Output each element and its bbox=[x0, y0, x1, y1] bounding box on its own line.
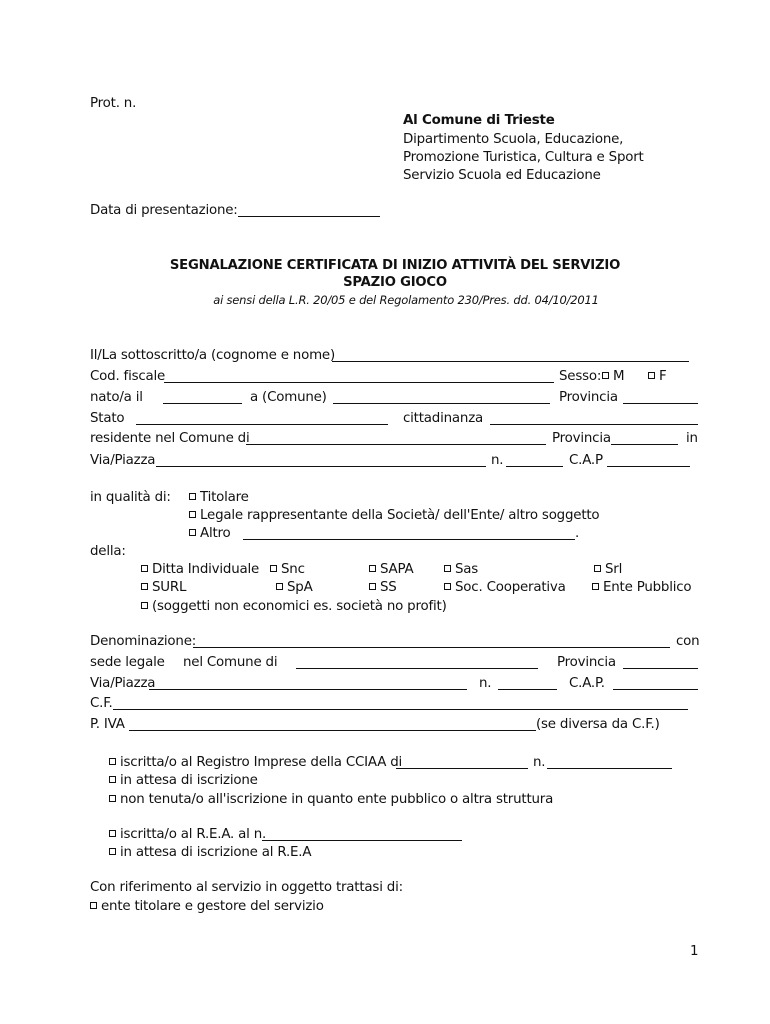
seat-city-field[interactable] bbox=[296, 668, 538, 669]
entity-ss-label: SS bbox=[380, 580, 397, 595]
role-other-label: Altro bbox=[200, 526, 231, 541]
role-owner-label: Titolare bbox=[200, 490, 249, 505]
entity-label: della: bbox=[90, 544, 126, 559]
entity-sapa-option[interactable] bbox=[369, 561, 414, 578]
role-other-dot: . bbox=[575, 526, 580, 541]
entity-public-option[interactable] bbox=[592, 579, 691, 596]
company-name-field[interactable] bbox=[193, 647, 670, 648]
checkbox-icon bbox=[141, 583, 148, 590]
entity-srl-label: Srl bbox=[605, 562, 623, 577]
entity-ditta-label: Ditta Individuale bbox=[152, 562, 260, 577]
checkbox-icon bbox=[270, 565, 277, 572]
checkbox-icon bbox=[109, 758, 116, 765]
entity-public-label: Ente Pubblico bbox=[603, 580, 692, 595]
state-field[interactable] bbox=[136, 424, 388, 425]
entity-ditta-option[interactable] bbox=[141, 561, 259, 578]
seat-label: sede legale bbox=[90, 655, 165, 670]
checkbox-icon bbox=[444, 583, 451, 590]
checkbox-icon bbox=[444, 565, 451, 572]
company-vat-note: (se diversa da C.F.) bbox=[536, 717, 660, 732]
company-cf-label: C.F. bbox=[90, 696, 113, 711]
company-number-field[interactable] bbox=[498, 689, 557, 690]
role-other-field[interactable] bbox=[243, 539, 575, 540]
street-field[interactable] bbox=[156, 466, 486, 467]
seat-province-field[interactable] bbox=[623, 668, 698, 669]
cap-field[interactable] bbox=[607, 466, 690, 467]
recipient: Al Comune di Trieste bbox=[403, 113, 555, 128]
birth-date-field[interactable] bbox=[163, 403, 242, 404]
entity-snc-label: Snc bbox=[281, 562, 305, 577]
sex-m-option[interactable] bbox=[602, 368, 624, 385]
checkbox-icon bbox=[189, 511, 196, 518]
company-vat-label: P. IVA bbox=[90, 717, 125, 732]
registry-cciaa-field[interactable] bbox=[396, 768, 528, 769]
company-con-label: con bbox=[676, 634, 700, 649]
company-number-label: n. bbox=[479, 676, 492, 691]
company-name-label: Denominazione: bbox=[90, 634, 197, 649]
resident-label: residente nel Comune di bbox=[90, 431, 250, 446]
registry-registered-label: iscritta/o al Registro Imprese della CCIAA di bbox=[120, 755, 403, 770]
company-cap-field[interactable] bbox=[613, 689, 698, 690]
sex-label: Sesso: bbox=[559, 369, 602, 384]
entity-nonprofit-label: (soggetti non economici es. società no profit) bbox=[152, 599, 447, 614]
entity-spa-label: SpA bbox=[287, 580, 313, 595]
number-field[interactable] bbox=[506, 466, 563, 467]
checkbox-icon bbox=[141, 565, 148, 572]
dept-line-3: Servizio Scuola ed Educazione bbox=[403, 168, 601, 183]
checkbox-icon bbox=[109, 848, 116, 855]
form-subtitle: ai sensi della L.R. 20/05 e del Regolamento 230/Pres. dd. 04/10/2011 bbox=[213, 293, 599, 307]
registry-n-label: n. bbox=[533, 755, 546, 770]
registry-number-field[interactable] bbox=[547, 768, 672, 769]
checkbox-icon bbox=[369, 565, 376, 572]
checkbox-icon bbox=[141, 602, 148, 609]
role-other-option[interactable] bbox=[189, 525, 231, 542]
entity-coop-label: Soc. Cooperativa bbox=[455, 580, 566, 595]
role-label: in qualità di: bbox=[90, 490, 171, 505]
entity-ss-option[interactable] bbox=[369, 579, 397, 596]
company-cap-label: C.A.P. bbox=[569, 676, 605, 691]
resident-city-field[interactable] bbox=[246, 444, 546, 445]
company-vat-field[interactable] bbox=[129, 730, 536, 731]
company-cf-field[interactable] bbox=[113, 709, 688, 710]
service-intro: Con riferimento al servizio in oggetto trattasi di: bbox=[90, 880, 403, 895]
registry-registered-option[interactable] bbox=[109, 754, 402, 771]
registry-exempt-label: non tenuta/o all'iscrizione in quanto ente pubblico o altra struttura bbox=[120, 792, 554, 807]
entity-srl-option[interactable] bbox=[594, 561, 622, 578]
form-title-line-1: SEGNALAZIONE CERTIFICATA DI INIZIO ATTIVITÀ DEL SERVIZIO bbox=[169, 258, 621, 273]
service-owner-option[interactable] bbox=[90, 898, 324, 915]
checkbox-icon bbox=[369, 583, 376, 590]
rea-registered-label: iscritta/o al R.E.A. al n. bbox=[120, 827, 267, 842]
resident-province-label: Provincia bbox=[552, 431, 611, 446]
registry-exempt-option[interactable] bbox=[109, 791, 553, 808]
seat-city-label: nel Comune di bbox=[183, 655, 278, 670]
entity-sas-option[interactable] bbox=[444, 561, 478, 578]
fiscal-code-field[interactable] bbox=[164, 382, 554, 383]
entity-snc-option[interactable] bbox=[270, 561, 305, 578]
checkbox-icon bbox=[648, 372, 655, 379]
rea-number-field[interactable] bbox=[262, 840, 462, 841]
birth-province-label: Provincia bbox=[559, 390, 618, 405]
page-number: 1 bbox=[690, 944, 699, 959]
prot-label: Prot. n. bbox=[90, 96, 137, 111]
checkbox-icon bbox=[189, 529, 196, 536]
sex-m-label: M bbox=[613, 369, 625, 384]
service-owner-label: ente titolare e gestore del servizio bbox=[101, 899, 324, 914]
registry-pending-label: in attesa di iscrizione bbox=[120, 773, 258, 788]
entity-surl-label: SURL bbox=[152, 580, 187, 595]
role-legal-rep-option[interactable] bbox=[189, 507, 599, 524]
checkbox-icon bbox=[189, 493, 196, 500]
cap-label: C.A.P bbox=[569, 453, 603, 468]
entity-sapa-label: SAPA bbox=[380, 562, 414, 577]
rea-registered-option[interactable] bbox=[109, 826, 266, 843]
company-street-field[interactable] bbox=[149, 689, 467, 690]
rea-pending-option[interactable] bbox=[109, 844, 311, 861]
birth-city-field[interactable] bbox=[333, 403, 550, 404]
registry-pending-option[interactable] bbox=[109, 772, 258, 789]
in-label: in bbox=[686, 431, 698, 446]
citizenship-field[interactable] bbox=[490, 424, 698, 425]
company-street-label: Via/Piazza bbox=[90, 676, 156, 691]
role-owner-option[interactable] bbox=[189, 489, 249, 506]
entity-sas-label: Sas bbox=[455, 562, 479, 577]
undersigned-field[interactable] bbox=[332, 361, 689, 362]
date-label: Data di presentazione: bbox=[90, 203, 238, 218]
entity-nonprofit-option[interactable] bbox=[141, 598, 447, 615]
number-label: n. bbox=[491, 453, 504, 468]
state-label: Stato bbox=[90, 411, 125, 426]
fiscal-code-label: Cod. fiscale bbox=[90, 369, 166, 384]
role-legal-rep-label: Legale rappresentante della Società/ dell'Ente/ altro soggetto bbox=[200, 508, 600, 523]
dept-line-2: Promozione Turistica, Cultura e Sport bbox=[403, 150, 644, 165]
birth-province-field[interactable] bbox=[623, 403, 698, 404]
entity-spa-option[interactable] bbox=[276, 579, 313, 596]
seat-province-label: Provincia bbox=[557, 655, 616, 670]
born-at-label: a (Comune) bbox=[250, 390, 327, 405]
sex-f-label: F bbox=[659, 369, 667, 384]
street-label: Via/Piazza bbox=[90, 453, 156, 468]
dept-line-1: Dipartimento Scuola, Educazione, bbox=[403, 132, 624, 147]
checkbox-icon bbox=[602, 372, 609, 379]
form-title-line-2: SPAZIO GIOCO bbox=[343, 275, 447, 290]
resident-province-field[interactable] bbox=[611, 444, 678, 445]
born-label: nato/a il bbox=[90, 390, 143, 405]
checkbox-icon bbox=[109, 776, 116, 783]
date-field[interactable] bbox=[238, 216, 380, 217]
citizenship-label: cittadinanza bbox=[403, 411, 484, 426]
checkbox-icon bbox=[276, 583, 283, 590]
checkbox-icon bbox=[592, 583, 599, 590]
entity-surl-option[interactable] bbox=[141, 579, 186, 596]
checkbox-icon bbox=[109, 830, 116, 837]
sex-f-option[interactable] bbox=[648, 368, 667, 385]
checkbox-icon bbox=[109, 795, 116, 802]
rea-pending-label: in attesa di iscrizione al R.E.A bbox=[120, 845, 312, 860]
undersigned-label: Il/La sottoscritto/a (cognome e nome) bbox=[90, 348, 335, 363]
checkbox-icon bbox=[90, 902, 97, 909]
checkbox-icon bbox=[594, 565, 601, 572]
entity-coop-option[interactable] bbox=[444, 579, 566, 596]
